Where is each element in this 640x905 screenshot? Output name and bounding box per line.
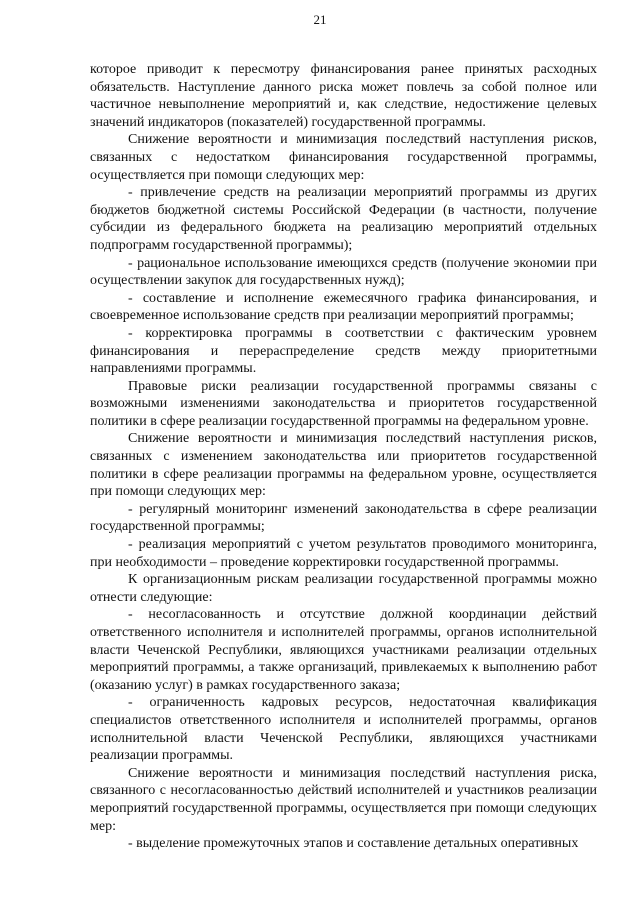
- page-number: 21: [313, 12, 327, 27]
- list-item-legislation-monitoring: - регулярный мониторинг изменений законодательства в сфере реализации государственной программы;: [90, 501, 597, 535]
- list-item-staff-limits: - ограниченность кадровых ресурсов, недостаточная квалификация специалистов ответственного исполнителя и исполнителей программы, органов исполнительной власти Чеченской Республики, являющихся участниками реализации программы.: [90, 695, 597, 764]
- paragraph-coordination-risk-mitigation-intro: Снижение вероятности и минимизация последствий наступления риска, связанного с несогласованностью действий исполнителей и участников реализации мероприятий государственной программы, осуществляется при помощи следующих мер:: [90, 765, 597, 834]
- list-item-coordination-lack: - несогласованность и отсутствие должной координации действий ответственного исполнителя и исполнителей программы, органов исполнительной власти Чеченской Республики, являющихся участниками реализации отдельных мероприятий программы, а также организаций, привлекаемых к выполнению работ (оказанию услуг) в рамках государственного заказа;: [90, 607, 597, 693]
- paragraph-legal-risks: Правовые риски реализации государственной программы связаны с возможными изменениями законодательства и приоритетов государственной политики в сфере реализации государственной программы на федеральном уровне.: [90, 378, 597, 429]
- list-item-program-adjustment: - корректировка программы в соответствии с фактическим уровнем финансирования и перераспределение средств между приоритетными направлениями программы.: [90, 325, 597, 377]
- list-item-attract-funds: - привлечение средств на реализации мероприятий программы из других бюджетов бюджетной системы Российской Федерации (в частности, получение субсидии из федерального бюджета на реализацию мероприятий отдельных подпрограмм государственной программы);: [90, 185, 597, 253]
- paragraph-legal-risk-mitigation-intro: Снижение вероятности и минимизация последствий наступления рисков, связанных с изменением законодательства или приоритетов государственной политики в сфере реализации программы на федеральном уровне, осуществляется при помощи следующих мер:: [90, 431, 597, 500]
- document-body: [90, 61, 597, 853]
- list-item-rational-use: - рациональное использование имеющихся средств (получение экономии при осуществлении закупок для государственных нужд);: [90, 255, 597, 289]
- list-item-intermediate-stages: - выделение промежуточных этапов и составление детальных оперативных: [128, 836, 579, 852]
- list-item-monitoring-results: - реализация мероприятий с учетом результатов проводимого мониторинга, при необходимости – проведение корректировки государственной программы.: [90, 537, 597, 570]
- paragraph-organizational-risks: К организационным рискам реализации государственной программы можно отнести следующие:: [90, 572, 597, 605]
- list-item-monthly-schedule: - составление и исполнение ежемесячного графика финансирования, и своевременное использование средств при реализации мероприятий программы;: [90, 290, 597, 324]
- paragraph-financing-risk-mitigation-intro: Снижение вероятности и минимизация последствий наступления рисков, связанных с недостатком финансирования государственной программы, осуществляется при помощи следующих мер:: [90, 132, 597, 183]
- paragraph-continuation: которое приводит к пересмотру финансирования ранее принятых расходных обязательств. Наступление данного риска может повлечь за собой полное или частичное невыполнение мероприятий и, как следствие, недостижение целевых значений индикаторов (показателей) государственной программы.: [90, 62, 597, 130]
